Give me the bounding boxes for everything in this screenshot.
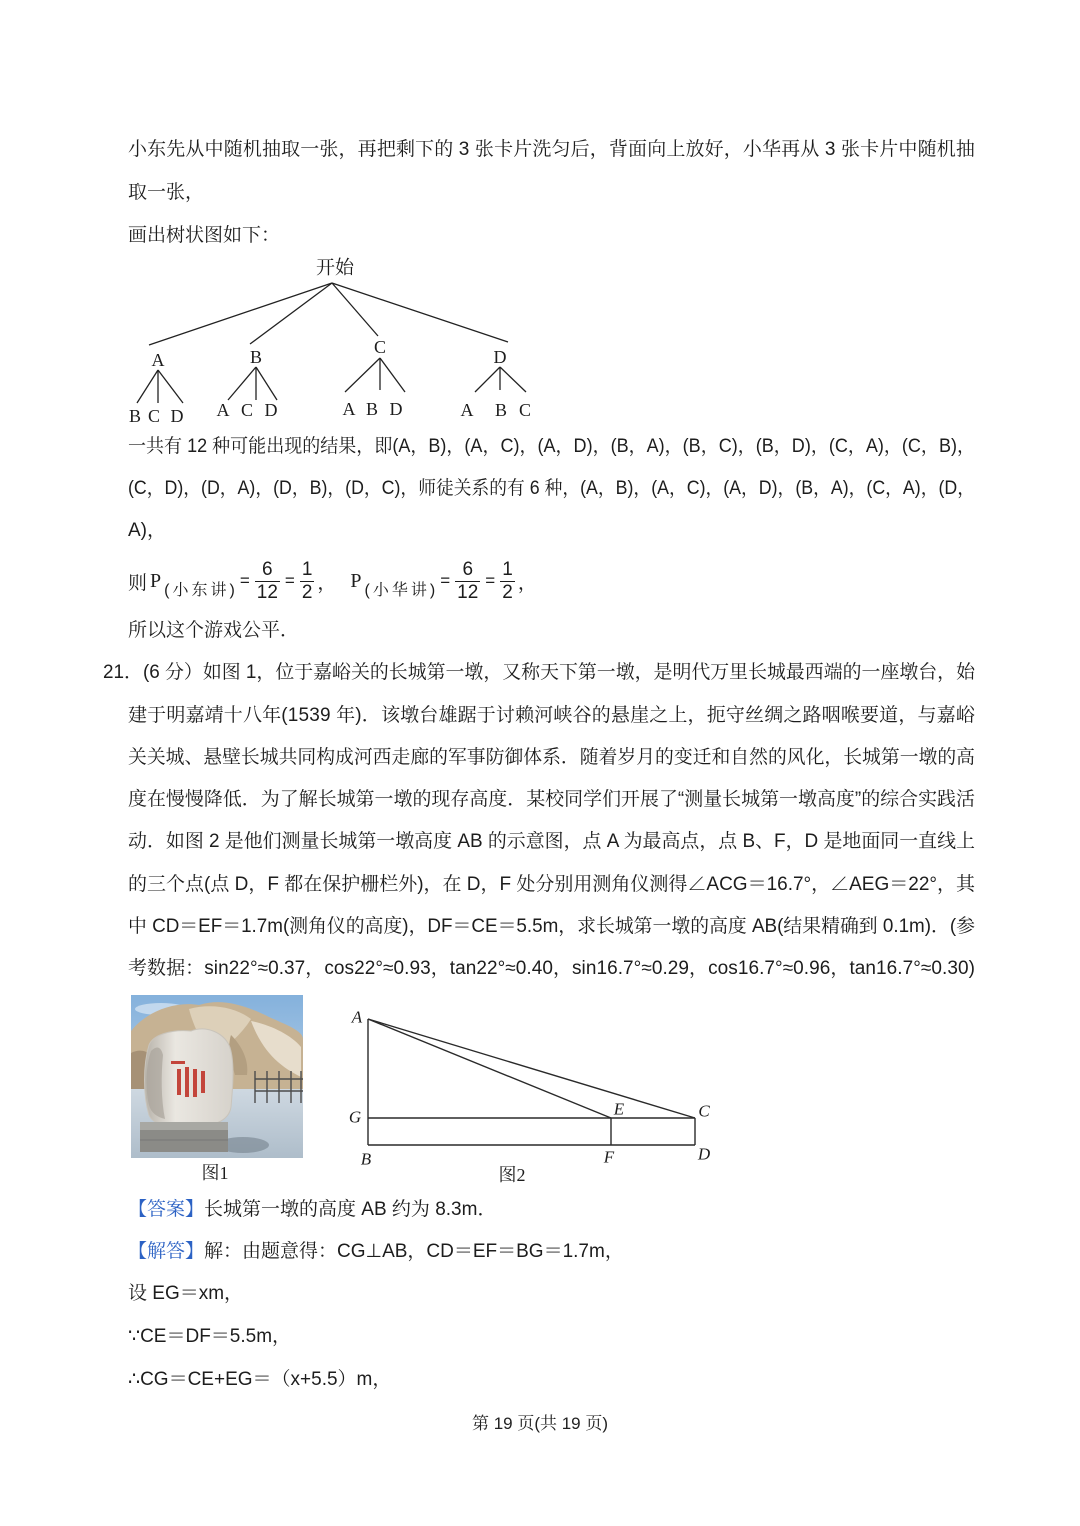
problem-text-line: 关关城、悬壁长城共同构成河西走廊的军事防御体系．随着岁月的变迁和自然的风化，长城第一墩的高	[128, 747, 975, 768]
tree-leaf-label: B	[494, 400, 508, 420]
tree-branch	[380, 358, 405, 392]
page-number: 第 19 页(共 19 页)	[471, 1414, 609, 1433]
fraction	[455, 559, 480, 604]
fraction-numerator: 1	[301, 558, 313, 580]
point-label-e: E	[613, 1099, 625, 1119]
problem-text-line: 度在慢慢降低．为了解长城第一墩的现存高度．某校同学们开展了“测量长城第一墩高度”的综合实践活	[128, 789, 975, 810]
tree-leaf-label: C	[518, 400, 532, 420]
tree-leaf-label: C	[240, 400, 254, 420]
tree-leaf-label: A	[216, 400, 230, 420]
solution-text-line: (C，D)，(D，A)，(D，B)，(D，C)，师徒关系的有 6 种，(A，B)，(A，C)，(A，D)，(B，A)，(C，A)，(D，	[128, 478, 975, 499]
tree-diagram	[120, 250, 540, 430]
tree-leaf-label: A	[342, 399, 356, 419]
tree-node-label: C	[373, 337, 387, 357]
tree-leaf-label: B	[365, 399, 379, 419]
tree-node-label: B	[249, 347, 263, 367]
fraction-denominator: 12	[457, 581, 479, 603]
equals-sign: =	[284, 571, 295, 590]
tree-leaf-label: B	[128, 406, 142, 426]
problem-text-line: 考数据：sin22°≈0.37，cos22°≈0.93，tan22°≈0.40，sin16.7°≈0.29，cos16.7°≈0.96，tan16.7°≈0.30)	[128, 958, 975, 979]
tree-node-label: A	[151, 350, 165, 370]
figure-1-caption: 图1	[201, 1163, 229, 1183]
equals-sign: =	[485, 571, 496, 590]
solution-step: 设 EG＝xm，	[128, 1283, 244, 1304]
fraction	[255, 559, 280, 604]
tree-branch	[158, 370, 183, 403]
point-label-f: F	[603, 1147, 615, 1167]
solution-step: ∴CG＝CE+EG＝（x+5.5）m，	[128, 1369, 392, 1390]
tree-root-label: 开始	[315, 257, 355, 279]
equals-sign: =	[239, 571, 250, 590]
figure-1-photo	[131, 995, 303, 1158]
fraction-denominator: 2	[502, 581, 513, 603]
problem-text-line: 21．(6 分）如图 1，位于嘉峪关的长城第一墩，又称天下第一墩，是明代万里长城最西端的一座墩台，始	[103, 662, 975, 683]
tree-leaf-label: D	[389, 399, 403, 419]
formula-prefix: 则	[128, 572, 148, 594]
fraction-denominator: 2	[301, 581, 313, 603]
fraction-numerator: 6	[262, 558, 273, 580]
solution-text: 解：由题意得：CG⊥AB，CD＝EF＝BG＝1.7m，	[204, 1241, 624, 1262]
tree-branch	[250, 283, 332, 344]
probability-subscript: (小华讲)	[364, 581, 439, 599]
tree-branch	[500, 367, 526, 392]
tree-leaf-label: D	[170, 406, 184, 426]
point-label-g: G	[348, 1107, 362, 1127]
tree-node-label: D	[493, 347, 507, 367]
solution-text-line: 画出树状图如下：	[128, 225, 281, 246]
point-label-a: A	[351, 1007, 363, 1027]
point-label-b: B	[360, 1149, 372, 1169]
probability-symbol: P	[150, 569, 162, 592]
tree-branch	[345, 358, 380, 392]
figure-2-diagram	[340, 1000, 720, 1190]
fraction-numerator: 1	[502, 558, 513, 580]
figure-1-caption-wrap	[195, 1160, 235, 1186]
probability-symbol: P	[350, 569, 362, 592]
figure-2-caption: 图2	[498, 1165, 526, 1185]
answer-line	[128, 1197, 496, 1223]
segment-ae	[368, 1019, 611, 1118]
tree-leaf-label: A	[460, 400, 474, 420]
separator: ，	[517, 572, 537, 594]
fraction-numerator: 6	[462, 558, 474, 580]
equals-sign: =	[440, 571, 451, 590]
fraction-denominator: 12	[256, 581, 278, 603]
solution-step: ∵CE＝DF＝5.5m，	[128, 1326, 292, 1347]
probability-subscript: (小东讲)	[164, 581, 238, 599]
answer-text: 长城第一墩的高度 AB 约为 8.3m．	[204, 1199, 497, 1220]
solution-text-line: A)，	[128, 520, 167, 541]
solution-line	[128, 1239, 624, 1265]
fraction	[300, 559, 315, 604]
solution-text-line: 小东先从中随机抽取一张，再把剩下的 3 张卡片洗匀后，背面向上放好，小华再从 3 张卡片中随机抽	[128, 139, 975, 160]
solution-text-line: 取一张，	[128, 182, 205, 203]
separator: ，	[317, 572, 337, 594]
segment-ac	[368, 1019, 695, 1118]
tree-leaf-label: C	[147, 406, 161, 426]
tree-branch	[475, 367, 500, 392]
fraction	[500, 559, 515, 604]
problem-text-line: 的三个点(点 D，F 都在保护栅栏外)，在 D，F 处分别用测角仪测得∠ACG＝16.7°，∠AEG＝22°，其	[128, 874, 975, 895]
problem-text-line: 中 CD＝EF＝1.7m(测角仪的高度)，DF＝CE＝5.5m，求长城第一墩的高度 AB(结果精确到 0.1m)．(参	[128, 916, 975, 937]
solution-text-line: 一共有 12 种可能出现的结果，即(A，B)，(A，C)，(A，D)，(B，A)，(B，C)，(B，D)，(C，A)，(C，B)，	[128, 436, 975, 457]
probability-formula	[128, 557, 537, 605]
tree-branch	[228, 367, 256, 400]
tree-branch	[137, 370, 158, 403]
problem-text-line: 动．如图 2 是他们测量长城第一墩高度 AB 的示意图，点 A 为最高点，点 B、F，D 是地面同一直线上	[128, 831, 975, 852]
tree-branch	[256, 367, 277, 400]
problem-text-line: 建于明嘉靖十八年(1539 年)．该墩台雄踞于讨赖河峡谷的悬崖之上，扼守丝绸之路咽喉要道，与嘉峪	[128, 705, 975, 726]
tree-branch	[149, 283, 332, 345]
point-label-c: C	[698, 1101, 710, 1121]
conclusion-line: 所以这个游戏公平．	[128, 620, 300, 641]
solution-tag: 【解答】	[128, 1241, 205, 1262]
tree-leaf-label: D	[264, 400, 278, 420]
page-footer	[0, 1411, 1080, 1437]
point-label-d: D	[697, 1144, 711, 1164]
answer-tag: 【答案】	[128, 1199, 205, 1220]
